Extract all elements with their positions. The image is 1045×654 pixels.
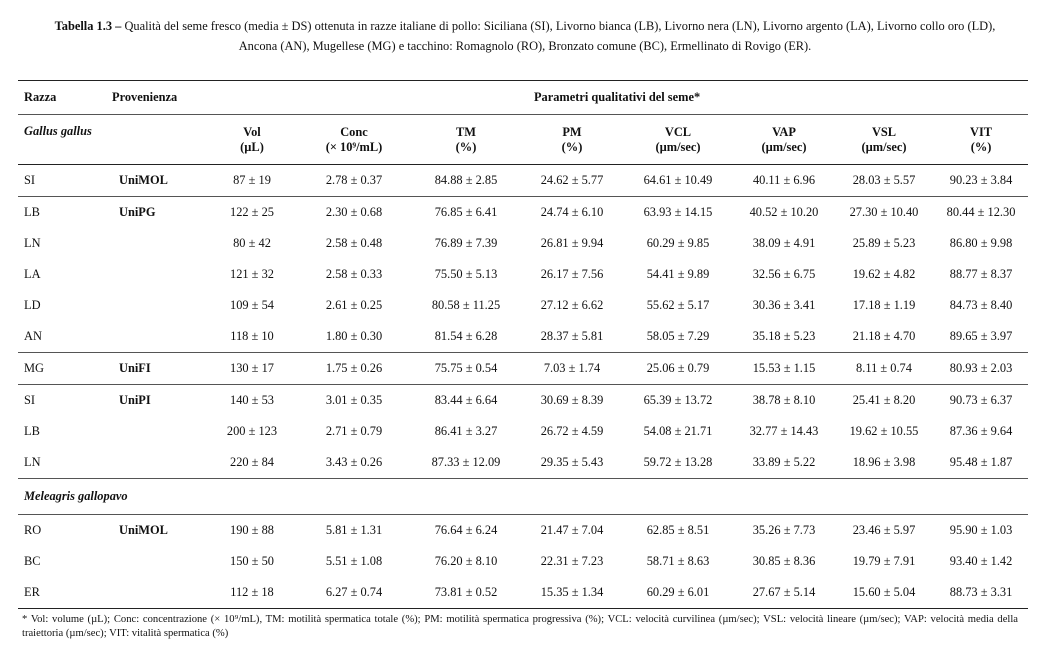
cell-value: 80.93 ± 2.03 <box>934 353 1028 385</box>
cell-value: 32.77 ± 14.43 <box>749 424 819 438</box>
cell-value: 140 ± 53 <box>206 385 298 417</box>
cell-provenienza: UniFI <box>106 353 206 385</box>
table-body <box>18 165 1028 609</box>
cell-value: 7.03 ± 1.74 <box>522 353 622 385</box>
cell-value: 130 ± 17 <box>206 353 298 385</box>
cell-value: 190 ± 88 <box>206 515 298 547</box>
table-caption <box>40 16 1010 56</box>
cell-value: 73.81 ± 0.52 <box>410 577 522 609</box>
cell-value: 122 ± 25 <box>206 197 298 229</box>
cell-provenienza <box>106 546 206 577</box>
cell-value: 28.03 ± 5.57 <box>834 165 934 197</box>
cell-value: 23.46 ± 5.97 <box>834 515 934 547</box>
cell-value: 38.78 ± 8.10 <box>734 385 834 417</box>
cell-value: 22.31 ± 7.23 <box>540 554 604 568</box>
cell-value: 5.81 ± 1.31 <box>298 515 410 547</box>
cell-provenienza: UniMOL <box>106 515 206 547</box>
cell-value: 64.61 ± 10.49 <box>622 165 734 197</box>
cell-value: 54.41 ± 9.89 <box>646 267 710 281</box>
cell-value: 17.18 ± 1.19 <box>852 298 916 312</box>
cell-value: 19.62 ± 10.55 <box>849 424 919 438</box>
cell-provenienza: UniPG <box>106 197 206 229</box>
table-row <box>18 259 1028 290</box>
cell-value: 19.62 ± 4.82 <box>852 267 916 281</box>
cell-value: 88.73 ± 3.31 <box>934 577 1028 609</box>
cell-value: 33.89 ± 5.22 <box>752 455 816 469</box>
cell-value: 84.73 ± 8.40 <box>949 298 1013 312</box>
table-row <box>18 228 1028 259</box>
cell-provenienza <box>106 577 206 609</box>
cell-value: 220 ± 84 <box>230 455 274 469</box>
cell-value: 30.85 ± 8.36 <box>752 554 816 568</box>
cell-value: 19.79 ± 7.91 <box>852 554 916 568</box>
cell-value: 81.54 ± 6.28 <box>434 329 498 343</box>
cell-value: 15.53 ± 1.15 <box>734 353 834 385</box>
cell-value: 35.26 ± 7.73 <box>734 515 834 547</box>
cell-provenienza <box>106 228 206 259</box>
cell-value: 40.52 ± 10.20 <box>734 197 834 229</box>
footnote: * Vol: volume (µL); Conc: concentrazione (× 10⁹/mL), TM: motilità spermatica totale (%); PM: motilità spermatica progressiva (%); VCL: velocità curvilinea (µm/sec); VSL: velocità lineare (µm/sec); VAP: velocità media della traiettoria (µm/sec); VIT: vitalità spermatica (%) <box>22 614 1018 639</box>
cell-value: 18.96 ± 3.98 <box>852 455 916 469</box>
column-name: VIT <box>970 124 993 139</box>
cell-value: 60.29 ± 9.85 <box>646 236 710 250</box>
table-row <box>18 515 1028 547</box>
cell-value: 6.27 ± 0.74 <box>298 577 410 609</box>
cell-value: 150 ± 50 <box>230 554 274 568</box>
species-gallus: Gallus gallus <box>18 115 206 165</box>
cell-value: 2.61 ± 0.25 <box>325 298 383 312</box>
cell-value: 3.01 ± 0.35 <box>298 385 410 417</box>
cell-value: 84.88 ± 2.85 <box>410 165 522 197</box>
cell-razza: ER <box>18 577 106 609</box>
cell-value: 25.06 ± 0.79 <box>622 353 734 385</box>
cell-value: 93.40 ± 1.42 <box>949 554 1013 568</box>
cell-value: 2.58 ± 0.48 <box>325 236 383 250</box>
column-name: PM <box>562 124 582 139</box>
cell-razza: LN <box>24 236 41 250</box>
cell-value: 1.80 ± 0.30 <box>325 329 383 343</box>
column-name: Vol <box>243 124 261 139</box>
cell-value: 27.67 ± 5.14 <box>734 577 834 609</box>
cell-razza: LB <box>18 197 106 229</box>
cell-value: 62.85 ± 8.51 <box>622 515 734 547</box>
caption-text: Qualità del seme fresco (media ± DS) ottenuta in razze italiane di pollo: Siciliana (SI), Livorno bianca (LB), Livorno nera (LN), Livorno argento (LA), Livorno collo oro (LD), Ancona (AN), Mugellese (MG) e tacchino: Romagnolo (RO), Bronzato comune (BC), Ermellinato di Rovigo (ER). <box>124 19 996 53</box>
cell-value: 21.18 ± 4.70 <box>852 329 916 343</box>
cell-value: 88.77 ± 8.37 <box>949 267 1013 281</box>
cell-value: 90.23 ± 3.84 <box>934 165 1028 197</box>
cell-value: 8.11 ± 0.74 <box>834 353 934 385</box>
cell-value: 26.72 ± 4.59 <box>540 424 604 438</box>
column-unit: (%) <box>970 139 992 154</box>
cell-value: 63.93 ± 14.15 <box>622 197 734 229</box>
column-header <box>298 115 410 165</box>
table-row <box>18 416 1028 447</box>
cell-value: 87.33 ± 12.09 <box>431 455 501 469</box>
table-row <box>18 546 1028 577</box>
column-name: VAP <box>772 124 796 139</box>
cell-razza: SI <box>18 385 106 417</box>
column-unit: (× 10⁹/mL) <box>325 139 383 154</box>
cell-value: 80.58 ± 11.25 <box>431 298 501 312</box>
cell-value: 2.78 ± 0.37 <box>298 165 410 197</box>
table-row <box>18 321 1028 353</box>
cell-value: 83.44 ± 6.64 <box>410 385 522 417</box>
caption-label: Tabella 1.3 – <box>54 19 122 33</box>
cell-razza: LB <box>24 424 40 438</box>
cell-provenienza: UniMOL <box>106 165 206 197</box>
cell-value: 59.72 ± 13.28 <box>643 455 713 469</box>
cell-razza: MG <box>18 353 106 385</box>
column-name: VCL <box>664 124 692 139</box>
column-header <box>410 115 522 165</box>
cell-value: 80 ± 42 <box>233 236 271 250</box>
cell-value: 2.71 ± 0.79 <box>325 424 383 438</box>
column-unit: (µL) <box>240 139 264 154</box>
table-row <box>18 577 1028 609</box>
cell-razza: RO <box>18 515 106 547</box>
cell-value: 60.29 ± 6.01 <box>622 577 734 609</box>
cell-value: 5.51 ± 1.08 <box>325 554 383 568</box>
cell-value: 25.89 ± 5.23 <box>852 236 916 250</box>
cell-value: 76.20 ± 8.10 <box>434 554 498 568</box>
cell-value: 38.09 ± 4.91 <box>752 236 816 250</box>
cell-provenienza <box>106 447 206 479</box>
cell-value: 35.18 ± 5.23 <box>752 329 816 343</box>
header-parametri: Parametri qualitativi del seme* <box>206 81 1028 115</box>
column-name: TM <box>456 124 476 139</box>
cell-value: 76.64 ± 6.24 <box>410 515 522 547</box>
cell-value: 76.89 ± 7.39 <box>434 236 498 250</box>
cell-provenienza <box>106 321 206 353</box>
cell-value: 32.56 ± 6.75 <box>752 267 816 281</box>
column-unit: (µm/sec) <box>761 139 807 154</box>
cell-razza: BC <box>24 554 41 568</box>
table-row <box>18 447 1028 479</box>
column-unit: (%) <box>561 139 583 154</box>
cell-value: 87 ± 19 <box>206 165 298 197</box>
cell-razza: AN <box>24 329 42 343</box>
cell-value: 25.41 ± 8.20 <box>834 385 934 417</box>
cell-value: 27.12 ± 6.62 <box>540 298 604 312</box>
cell-value: 118 ± 10 <box>230 329 274 343</box>
cell-value: 26.17 ± 7.56 <box>540 267 604 281</box>
column-header <box>206 115 298 165</box>
header-provenienza: Provenienza <box>106 81 206 115</box>
cell-value: 121 ± 32 <box>230 267 274 281</box>
column-unit: (%) <box>455 139 477 154</box>
cell-value: 90.73 ± 6.37 <box>934 385 1028 417</box>
cell-value: 1.75 ± 0.26 <box>298 353 410 385</box>
cell-provenienza: UniPI <box>106 385 206 417</box>
cell-value: 58.71 ± 8.63 <box>646 554 710 568</box>
cell-value: 80.44 ± 12.30 <box>934 197 1028 229</box>
cell-value: 2.58 ± 0.33 <box>325 267 383 281</box>
cell-razza: LA <box>24 267 41 281</box>
cell-value: 24.62 ± 5.77 <box>522 165 622 197</box>
table-row <box>18 197 1028 229</box>
cell-value: 24.74 ± 6.10 <box>522 197 622 229</box>
table-row <box>18 165 1028 197</box>
cell-value: 15.35 ± 1.34 <box>522 577 622 609</box>
column-header <box>834 115 934 165</box>
table-row <box>18 385 1028 417</box>
cell-value: 26.81 ± 9.94 <box>540 236 604 250</box>
column-header <box>522 115 622 165</box>
cell-value: 21.47 ± 7.04 <box>522 515 622 547</box>
cell-value: 112 ± 18 <box>206 577 298 609</box>
cell-value: 65.39 ± 13.72 <box>622 385 734 417</box>
cell-value: 55.62 ± 5.17 <box>646 298 710 312</box>
cell-value: 54.08 ± 21.71 <box>643 424 713 438</box>
species-meleagris: Meleagris gallopavo <box>18 479 1028 515</box>
cell-value: 58.05 ± 7.29 <box>646 329 710 343</box>
cell-provenienza <box>106 416 206 447</box>
cell-value: 87.36 ± 9.64 <box>949 424 1013 438</box>
column-header <box>734 115 834 165</box>
cell-provenienza <box>106 290 206 321</box>
column-header <box>934 115 1028 165</box>
header-razza: Razza <box>18 81 106 115</box>
cell-razza: SI <box>18 165 106 197</box>
cell-value: 29.35 ± 5.43 <box>540 455 604 469</box>
cell-value: 109 ± 54 <box>230 298 274 312</box>
cell-value: 27.30 ± 10.40 <box>834 197 934 229</box>
column-unit: (µm/sec) <box>861 139 907 154</box>
cell-provenienza <box>106 259 206 290</box>
table-row <box>18 290 1028 321</box>
cell-value: 3.43 ± 0.26 <box>325 455 383 469</box>
cell-value: 95.90 ± 1.03 <box>934 515 1028 547</box>
cell-value: 75.50 ± 5.13 <box>434 267 498 281</box>
cell-value: 30.36 ± 3.41 <box>752 298 816 312</box>
column-header <box>622 115 734 165</box>
cell-value: 2.30 ± 0.68 <box>298 197 410 229</box>
cell-value: 95.48 ± 1.87 <box>949 455 1013 469</box>
species-row <box>18 479 1028 515</box>
cell-value: 200 ± 123 <box>226 424 278 438</box>
cell-value: 86.41 ± 3.27 <box>434 424 498 438</box>
cell-value: 30.69 ± 8.39 <box>522 385 622 417</box>
cell-value: 89.65 ± 3.97 <box>949 329 1013 343</box>
cell-razza: LD <box>24 298 41 312</box>
semen-quality-table <box>18 80 1028 609</box>
table-row <box>18 353 1028 385</box>
cell-value: 28.37 ± 5.81 <box>540 329 604 343</box>
column-name: VSL <box>871 124 897 139</box>
cell-value: 76.85 ± 6.41 <box>410 197 522 229</box>
column-unit: (µm/sec) <box>655 139 701 154</box>
column-name: Conc <box>340 124 368 139</box>
cell-value: 86.80 ± 9.98 <box>949 236 1013 250</box>
cell-value: 75.75 ± 0.54 <box>410 353 522 385</box>
cell-razza: LN <box>24 455 41 469</box>
cell-value: 15.60 ± 5.04 <box>834 577 934 609</box>
cell-value: 40.11 ± 6.96 <box>734 165 834 197</box>
